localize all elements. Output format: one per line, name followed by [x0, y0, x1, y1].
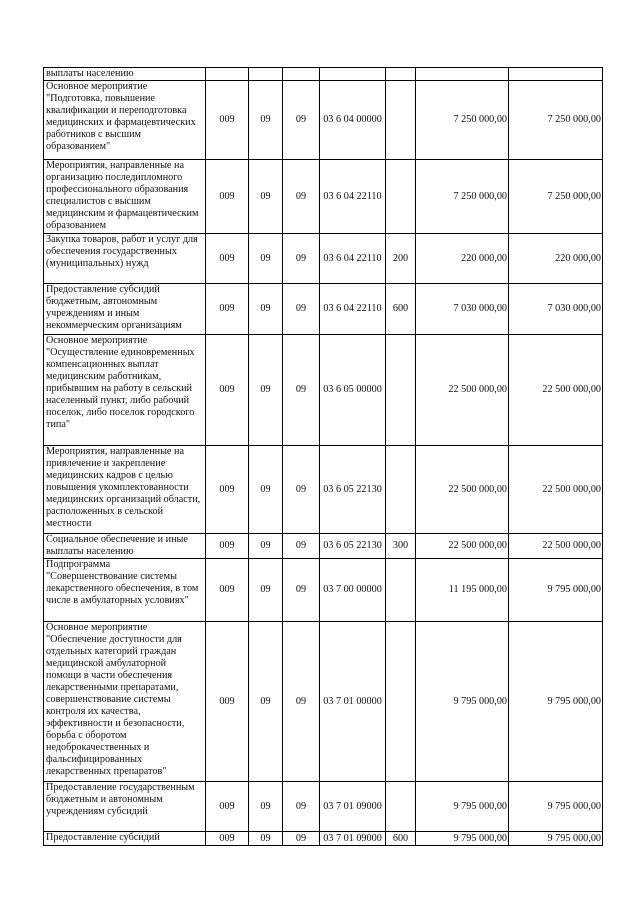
amount-plan: 9 795 000,00	[416, 782, 509, 832]
amount-final	[509, 68, 603, 81]
ministry-code: 009	[206, 832, 249, 846]
amount-final: 9 795 000,00	[509, 782, 603, 832]
amount-final: 22 500 000,00	[509, 335, 603, 446]
table-row	[44, 534, 603, 559]
subsection-code: 09	[283, 284, 320, 335]
expense-type-code	[386, 160, 416, 234]
section-code: 09	[249, 559, 283, 622]
budget-table	[43, 67, 603, 846]
subsection-code: 09	[283, 534, 320, 559]
subsection-code	[283, 68, 320, 81]
amount-final: 7 250 000,00	[509, 81, 603, 160]
target-code: 03 7 01 00000	[320, 622, 386, 782]
row-name: Мероприятия, направленные на организацию последипломного профессионального образования специалистов с высшим медицинским и фармацевтическим образованием	[44, 160, 206, 234]
subsection-code: 09	[283, 160, 320, 234]
expense-type-code	[386, 68, 416, 81]
table-row	[44, 832, 603, 846]
amount-plan: 22 500 000,00	[416, 534, 509, 559]
ministry-code: 009	[206, 446, 249, 534]
expense-type-code	[386, 81, 416, 160]
amount-plan: 22 500 000,00	[416, 446, 509, 534]
target-code: 03 6 04 22110	[320, 234, 386, 284]
target-code	[320, 68, 386, 81]
section-code: 09	[249, 335, 283, 446]
row-name: Закупка товаров, работ и услуг для обеспечения государственных (муниципальных) нужд	[44, 234, 206, 284]
ministry-code: 009	[206, 234, 249, 284]
subsection-code: 09	[283, 832, 320, 846]
table-row	[44, 160, 603, 234]
section-code: 09	[249, 534, 283, 559]
section-code: 09	[249, 832, 283, 846]
subsection-code: 09	[283, 782, 320, 832]
ministry-code: 009	[206, 160, 249, 234]
expense-type-code: 600	[386, 832, 416, 846]
section-code: 09	[249, 81, 283, 160]
row-name: Подпрограмма "Совершенствование системы лекарственного обеспечения, в том числе в амбулаторных условиях"	[44, 559, 206, 622]
amount-plan: 11 195 000,00	[416, 559, 509, 622]
ministry-code	[206, 68, 249, 81]
subsection-code: 09	[283, 622, 320, 782]
expense-type-code: 600	[386, 284, 416, 335]
subsection-code: 09	[283, 335, 320, 446]
table-row	[44, 234, 603, 284]
table-row	[44, 559, 603, 622]
amount-plan: 7 030 000,00	[416, 284, 509, 335]
amount-final: 9 795 000,00	[509, 622, 603, 782]
expense-type-code	[386, 782, 416, 832]
ministry-code: 009	[206, 534, 249, 559]
section-code: 09	[249, 160, 283, 234]
row-name: Предоставление субсидий бюджетным, автономным учреждениям и иным некоммерческим организациям	[44, 284, 206, 335]
section-code: 09	[249, 446, 283, 534]
expense-type-code	[386, 622, 416, 782]
row-name: выплаты населению	[44, 68, 206, 81]
expense-type-code	[386, 446, 416, 534]
table-row	[44, 622, 603, 782]
amount-final: 22 500 000,00	[509, 446, 603, 534]
row-name: Предоставление субсидий	[44, 832, 206, 846]
row-name: Мероприятия, направленные на привлечение и закрепление медицинских кадров с целью повышения укомплектованности медицинских организаций области, расположенных в сельской местности	[44, 446, 206, 534]
target-code: 03 7 00 00000	[320, 559, 386, 622]
amount-plan: 22 500 000,00	[416, 335, 509, 446]
target-code: 03 6 04 00000	[320, 81, 386, 160]
target-code: 03 7 01 09000	[320, 832, 386, 846]
ministry-code: 009	[206, 284, 249, 335]
ministry-code: 009	[206, 559, 249, 622]
subsection-code: 09	[283, 446, 320, 534]
expense-type-code	[386, 559, 416, 622]
amount-final: 7 250 000,00	[509, 160, 603, 234]
expense-type-code: 200	[386, 234, 416, 284]
amount-plan: 7 250 000,00	[416, 160, 509, 234]
subsection-code: 09	[283, 81, 320, 160]
ministry-code: 009	[206, 81, 249, 160]
table-row	[44, 446, 603, 534]
section-code: 09	[249, 622, 283, 782]
expense-type-code	[386, 335, 416, 446]
table-row	[44, 68, 603, 81]
table-body	[44, 68, 603, 846]
section-code: 09	[249, 782, 283, 832]
target-code: 03 6 05 22130	[320, 446, 386, 534]
row-name: Основное мероприятие "Подготовка, повышение квалификации и переподготовка медицинских и фармацевтических работников с высшим образованием"	[44, 81, 206, 160]
subsection-code: 09	[283, 559, 320, 622]
amount-final: 22 500 000,00	[509, 534, 603, 559]
row-name: Социальное обеспечение и иные выплаты населению	[44, 534, 206, 559]
table-row	[44, 284, 603, 335]
ministry-code: 009	[206, 782, 249, 832]
row-name: Основное мероприятие "Обеспечение доступности для отдельных категорий граждан медицинской амбулаторной помощи в части обеспечения лекарственными препаратами, совершенствование системы контроля их качества, эффективности и безопасности, борьба с оборотом недоброкачественных и фальсифицированных лекарственных препаратов"	[44, 622, 206, 782]
target-code: 03 6 05 22130	[320, 534, 386, 559]
amount-plan: 7 250 000,00	[416, 81, 509, 160]
ministry-code: 009	[206, 335, 249, 446]
amount-final: 9 795 000,00	[509, 559, 603, 622]
subsection-code: 09	[283, 234, 320, 284]
table-row	[44, 81, 603, 160]
section-code: 09	[249, 284, 283, 335]
table-row	[44, 782, 603, 832]
row-name: Предоставление государственным бюджетным и автономным учреждениям субсидий	[44, 782, 206, 832]
amount-final: 220 000,00	[509, 234, 603, 284]
target-code: 03 6 05 00000	[320, 335, 386, 446]
target-code: 03 6 04 22110	[320, 284, 386, 335]
section-code: 09	[249, 234, 283, 284]
ministry-code: 009	[206, 622, 249, 782]
amount-plan: 220 000,00	[416, 234, 509, 284]
amount-plan: 9 795 000,00	[416, 832, 509, 846]
expense-type-code: 300	[386, 534, 416, 559]
amount-plan: 9 795 000,00	[416, 622, 509, 782]
amount-final: 7 030 000,00	[509, 284, 603, 335]
table-row	[44, 335, 603, 446]
target-code: 03 7 01 09000	[320, 782, 386, 832]
row-name: Основное мероприятие "Осуществление единовременных компенсационных выплат медицинским работникам, прибывшим на работу в сельский населенный пункт, либо рабочий поселок, либо поселок городского типа"	[44, 335, 206, 446]
amount-final: 9 795 000,00	[509, 832, 603, 846]
section-code	[249, 68, 283, 81]
amount-plan	[416, 68, 509, 81]
target-code: 03 6 04 22110	[320, 160, 386, 234]
